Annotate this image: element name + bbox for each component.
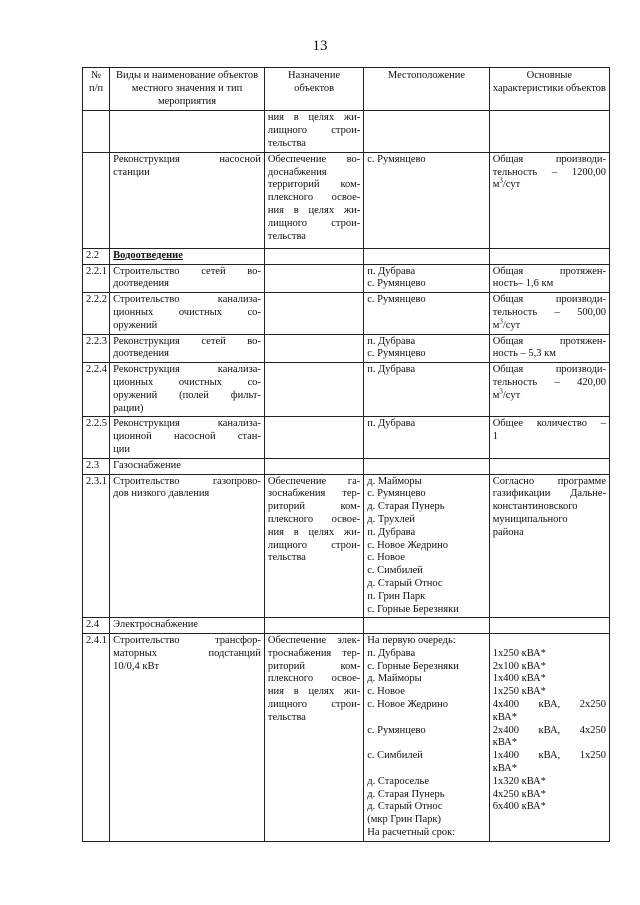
purpose-cell: Обеспечение га- зоснабжения тер- риторий ком- плексного освое- ния в целях жи- лищного строи- тельства (264, 474, 363, 618)
location-cell: п. Дубрава (364, 363, 489, 417)
table-row (83, 363, 610, 417)
row-num: 2.2.4 (83, 363, 110, 417)
characteristics-cell: Общее количество – 1 (489, 417, 609, 458)
section-title: Водоотведение (110, 248, 265, 264)
row-num: 2.2.3 (83, 334, 110, 363)
purpose-cell: Обеспечение во- доснабжения территорий ком- плексного освое- ния в целях жи- лищного строи- тельства (264, 152, 363, 248)
characteristics-cell: 1х250 кВА* 2х100 кВА* 1х400 кВА* 1х250 кВА* 4х400 кВА, 2х250 кВА* 2х400 кВА, 4х250 кВА* 1х400 кВА, 1х250 кВА* 1х320 кВА* 4х250 кВА* 6х400 кВА* (489, 634, 609, 842)
name-cell: Строительство трансфор- маторных подстанций 10/0,4 кВт (110, 634, 265, 842)
row-num: 2.3.1 (83, 474, 110, 618)
purpose-cell: Обеспечение элек- троснабжения тер- риторий ком- плексного освое- ния в целях жи- лищного строи- тельства (264, 634, 363, 842)
header-characteristics: Основные характеристики объектов (489, 68, 609, 111)
purpose-cell: ния в целях жи- лищного строи- тельства (264, 111, 363, 152)
name-cell: Строительство канализа- ционных очистных со- оружений (110, 293, 265, 334)
location-cell: с. Румянцево (364, 152, 489, 248)
location-cell: д. Майморы с. Румянцево д. Старая Пунерь д. Трухлей п. Дубрава с. Новое Жедрино с. Новое с. Симбилей д. Старый Относ п. Грин Парк с. Горные Березняки (364, 474, 489, 618)
row-num: 2.4.1 (83, 634, 110, 842)
section-row (83, 248, 610, 264)
header-kinds: Виды и наименование объектов местного значения и тип мероприятия (110, 68, 265, 111)
section-title: Газоснабжение (110, 458, 265, 474)
location-cell: На первую очередь: п. Дубрава с. Горные Березняки д. Майморы с. Новое с. Новое Жедрино с. Румянцево с. Симбилей д. Староселье д. Старая Пунерь д. Старый Относ (мкр Грин Парк) На расчетный срок: (364, 634, 489, 842)
table-row (83, 634, 610, 842)
section-num: 2.4 (83, 618, 110, 634)
section-row (83, 618, 610, 634)
characteristics-cell: Общая протяжен- ность – 5,3 км (489, 334, 609, 363)
row-num: 2.2.5 (83, 417, 110, 458)
table-row (83, 474, 610, 618)
row-num: 2.2.2 (83, 293, 110, 334)
header-num: № п/п (83, 68, 110, 111)
table-row (83, 293, 610, 334)
name-cell: Строительство газопрово- дов низкого давления (110, 474, 265, 618)
location-cell: с. Румянцево (364, 293, 489, 334)
table-row (83, 334, 610, 363)
table-row (83, 111, 610, 152)
location-cell: п. Дубрава с. Румянцево (364, 334, 489, 363)
row-num: 2.2.1 (83, 264, 110, 293)
name-cell: Строительство сетей во- доотведения (110, 264, 265, 293)
name-cell: Реконструкция насосной станции (110, 152, 265, 248)
characteristics-cell: Согласно программе газификации Дальне- константиновского муниципального района (489, 474, 609, 618)
objects-table (82, 67, 610, 842)
table-header-row (83, 68, 610, 111)
name-cell: Реконструкция сетей во- доотведения (110, 334, 265, 363)
header-purpose: Назначение объектов (264, 68, 363, 111)
location-cell: п. Дубрава (364, 417, 489, 458)
table-row (83, 417, 610, 458)
characteristics-cell: Общая производи- тельность – 500,00 $м^3$/сут (489, 293, 609, 334)
name-cell: Реконструкция канализа- ционной насосной стан- ции (110, 417, 265, 458)
section-num: 2.3 (83, 458, 110, 474)
name-cell: Реконструкция канализа- ционных очистных со- оружений (полей фильт- рации) (110, 363, 265, 417)
section-title: Электроснабжение (110, 618, 265, 634)
section-row (83, 458, 610, 474)
characteristics-cell: Общая производи- тельность – 1200,00 $м^3$/сут (489, 152, 609, 248)
page-number: 13 (312, 38, 328, 54)
table-row (83, 264, 610, 293)
characteristics-cell: Общая протяжен- ность– 1,6 км (489, 264, 609, 293)
characteristics-cell: Общая производи- тельность – 420,00 $м^3$/сут (489, 363, 609, 417)
table-row (83, 152, 610, 248)
header-location: Местоположение (364, 68, 489, 111)
location-cell: п. Дубрава с. Румянцево (364, 264, 489, 293)
section-num: 2.2 (83, 248, 110, 264)
